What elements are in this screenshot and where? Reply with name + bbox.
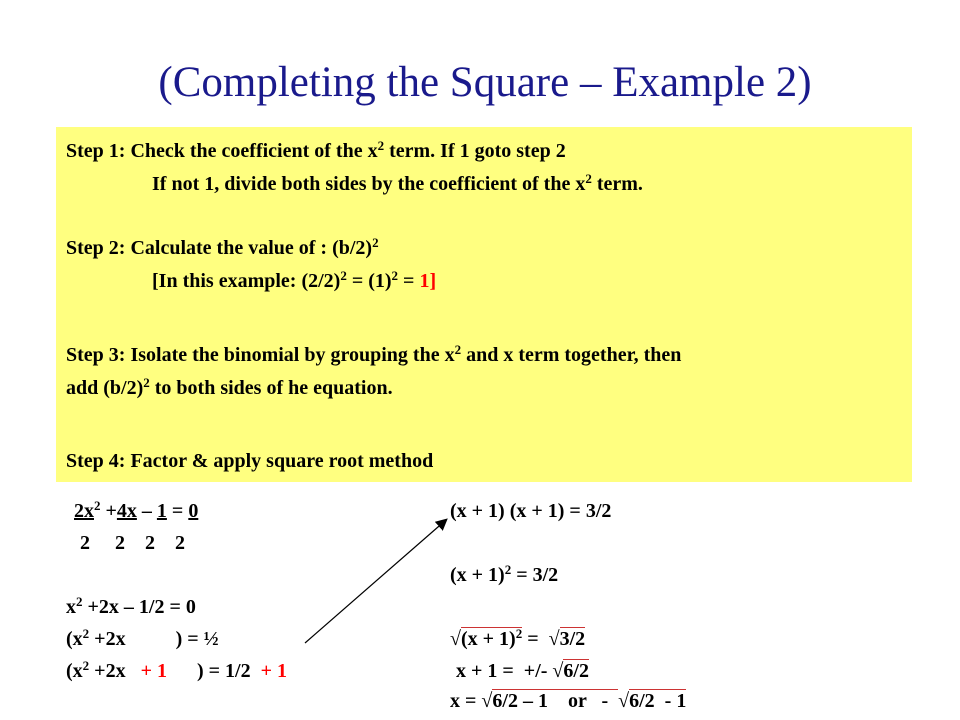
eq-left-line5: ($x^2 +2x + 1$ ) = 1/2 + 1 [66,658,288,682]
step1-line2: If not 1, divide both sides by the coefficient of the $x^2$ term. [152,171,643,195]
eq-right-line4: x + 1 = +/- √6/2 [456,660,589,682]
arrow-line [305,520,446,643]
step1-line1: Step 1: Check the coefficient of the $x^2$ term. If 1 goto step 2 [66,138,566,162]
step2-line1: Step 2: Calculate the value of : $(b/2)^2$ [66,235,379,259]
eq-right-line2: $(x + 1)^2 = 3/2$ [450,562,559,586]
slide-title: (Completing the Square – Example 2) [158,59,812,106]
eq-left-line3: $x^2 +2x - 1/2 = 0$ [66,594,196,618]
eq-right-line3: $√(x + 1)^2 = √3/2$ [450,626,586,650]
step3-line2: add $(b/2)^2$ to both sides of he equation. [66,375,393,399]
step2-line2: [In this example: $(2/2)^2 = (1)^2 = 1$] [152,268,437,292]
eq-right-line1: (x + 1) (x + 1) = 3/2 [450,500,612,522]
step2-result: 1] [419,270,437,292]
eq-left-line4: ($x^2 +2x$ ) = ½ [66,626,219,650]
step4-line: Step 4: Factor & apply square root method [66,450,434,472]
eq-left-line1: $2x^2 +4x - 1 = 0$ [74,498,199,522]
step3-line1: Step 3: Isolate the binomial by grouping the $x^2$ and x term together, then [66,342,682,366]
eq-right-line5: x = √6/2 – 1 or - √6/2 - 1 [450,690,687,712]
eq-left-line2: 2 2 2 2 [80,532,185,554]
